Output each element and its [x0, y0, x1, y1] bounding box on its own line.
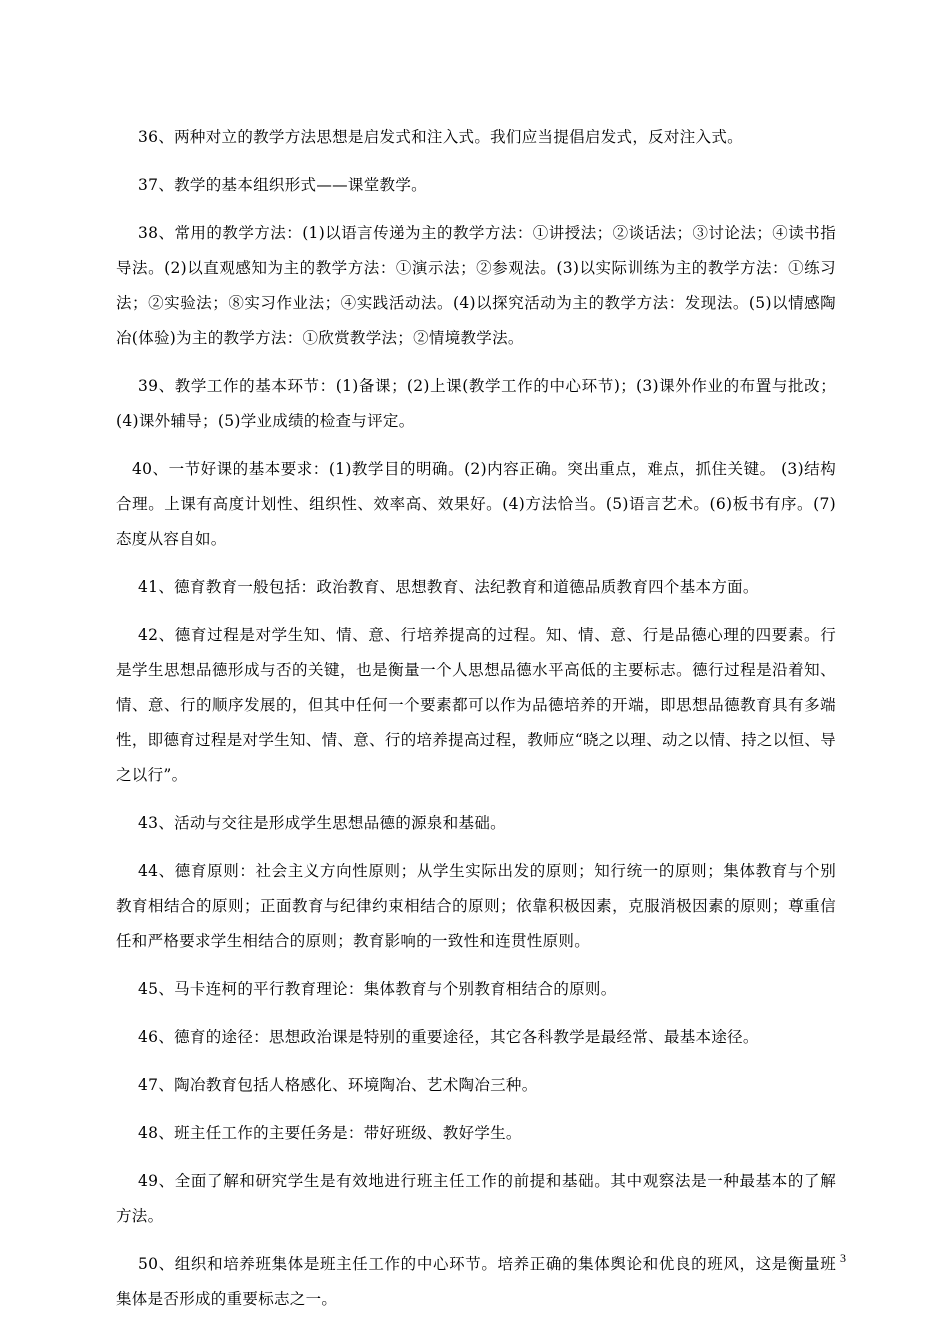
paragraph-39: 39、教学工作的基本环节：(1)备课；(2)上课(教学工作的中心环节)；(3)课外作业的布置与批改；(4)课外辅导；(5)学业成绩的检查与评定。 — [116, 377, 836, 430]
paragraph-36: 36、两种对立的教学方法思想是启发式和注入式。我们应当提倡启发式，反对注入式。 — [138, 128, 743, 146]
paragraph-44: 44、德育原则：社会主义方向性原则；从学生实际出发的原则；知行统一的原则；集体教育与个别教育相结合的原则；正面教育与纪律约束相结合的原则；依靠积极因素，克服消极因素的原则；尊重信任和严格要求学生相结合的原则；教育影响的一致性和连贯性原则。 — [116, 862, 836, 950]
paragraph-41: 41、德育教育一般包括：政治教育、思想教育、法纪教育和道德品质教育四个基本方面。 — [138, 578, 759, 596]
paragraph-47: 47、陶冶教育包括人格感化、环境陶冶、艺术陶冶三种。 — [138, 1076, 538, 1094]
paragraph-43: 43、活动与交往是形成学生思想品德的源泉和基础。 — [138, 814, 506, 832]
paragraph-37: 37、教学的基本组织形式——课堂教学。 — [138, 176, 427, 194]
page-number: 3 — [840, 1251, 846, 1265]
paragraph-48: 48、班主任工作的主要任务是：带好班级、教好学生。 — [138, 1124, 522, 1142]
paragraph-45: 45、马卡连柯的平行教育理论：集体教育与个别教育相结合的原则。 — [138, 980, 617, 998]
document-body — [116, 120, 836, 1330]
paragraph-50: 50、组织和培养班集体是班主任工作的中心环节。培养正确的集体舆论和优良的班风，这是衡量班集体是否形成的重要标志之一。 — [116, 1255, 836, 1308]
paragraph-40: 40、一节好课的基本要求：(1)教学目的明确。(2)内容正确。突出重点，难点，抓住关键。 (3)结构合理。上课有高度计划性、组织性、效率高、效果好。(4)方法恰当。(5)语言艺术。(6)板书有序。(7)态度从容自如。 — [116, 460, 836, 548]
paragraph-46: 46、德育的途径：思想政治课是特别的重要途径，其它各科教学是最经常、最基本途径。 — [138, 1028, 759, 1046]
paragraph-49: 49、全面了解和研究学生是有效地进行班主任工作的前提和基础。其中观察法是一种最基本的了解方法。 — [116, 1172, 836, 1225]
paragraph-38: 38、常用的教学方法：(1)以语言传递为主的教学方法：①讲授法；②谈话法；③讨论法；④读书指导法。(2)以直观感知为主的教学方法：①演示法；②参观法。(3)以实际训练为主的教学方法：①练习法；②实验法；⑧实习作业法；④实践活动法。(4)以探究活动为主的教学方法：发现法。(5)以情感陶冶(体验)为主的教学方法：①欣赏教学法；②情境教学法。 — [116, 224, 836, 347]
paragraph-42: 42、德育过程是对学生知、情、意、行培养提高的过程。知、情、意、行是品德心理的四要素。行是学生思想品德形成与否的关键，也是衡量一个人思想品德水平高低的主要标志。德行过程是沿着知、情、意、行的顺序发展的，但其中任何一个要素都可以作为品德培养的开端，即思想品德教育具有多端性，即德育过程是对学生知、情、意、行的培养提高过程，教师应“晓之以理、动之以情、持之以恒、导之以行”。 — [116, 626, 836, 784]
